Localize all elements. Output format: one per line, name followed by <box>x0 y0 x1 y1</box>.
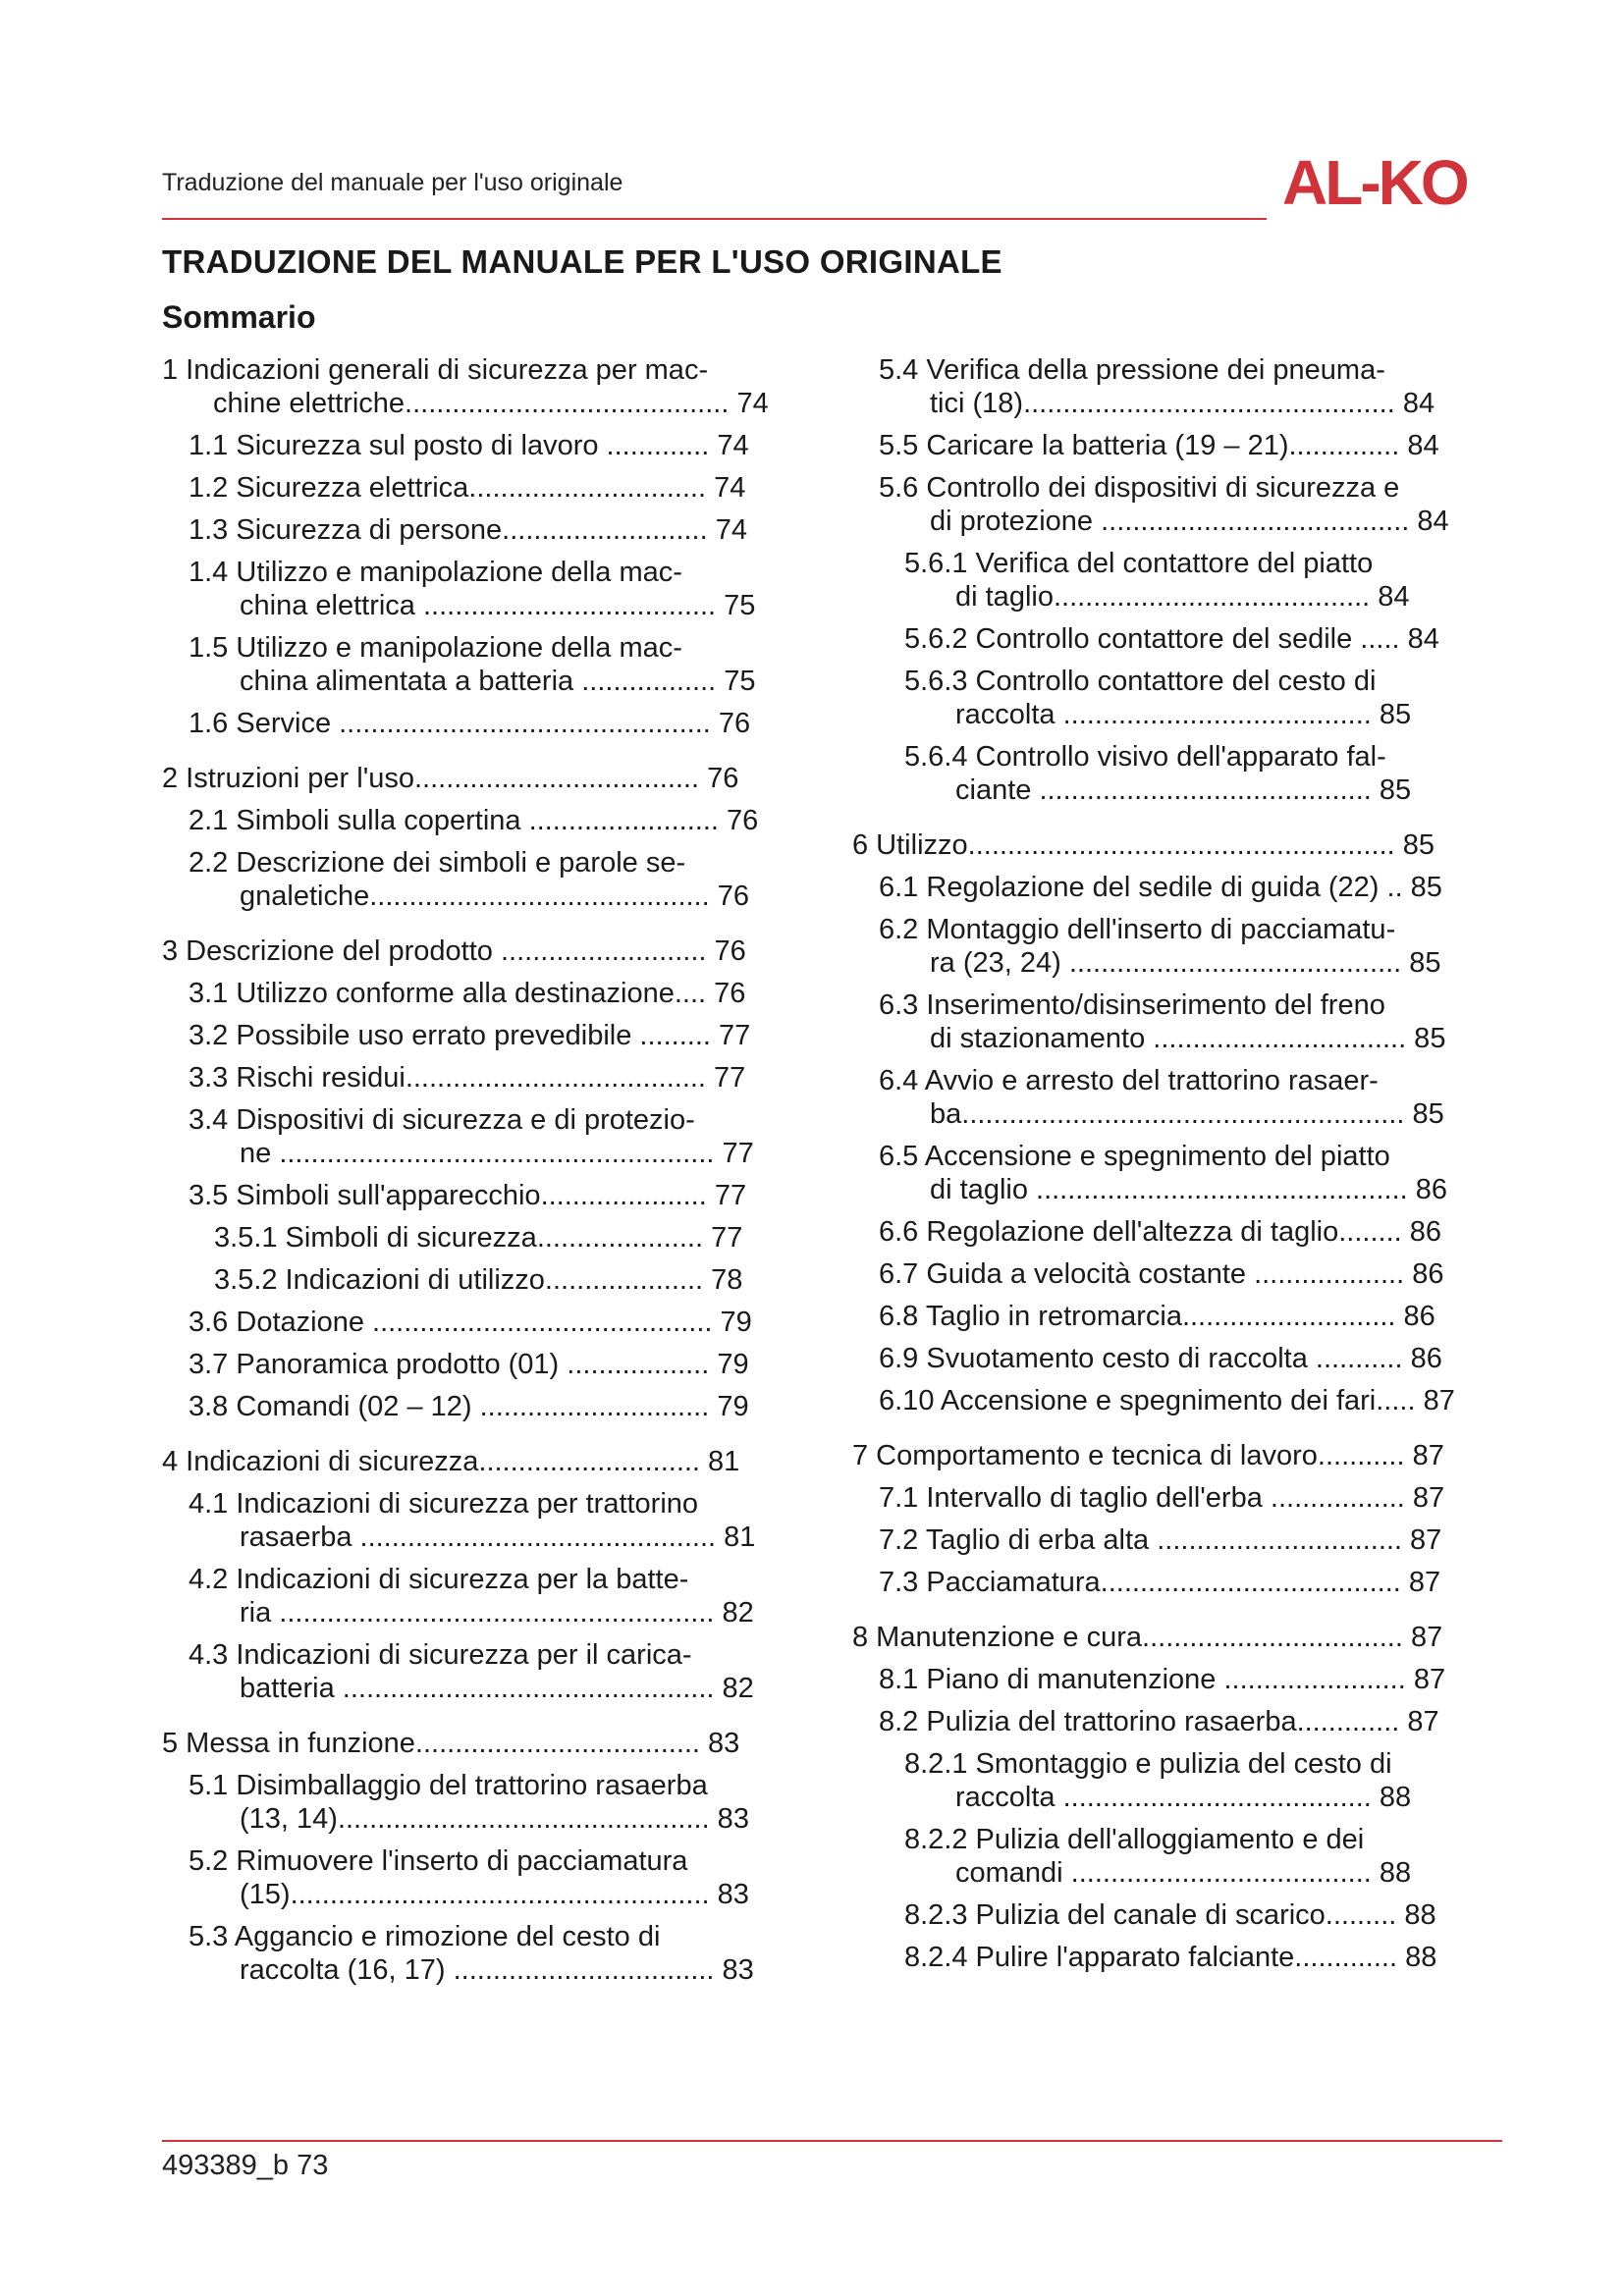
toc-entry-text: 7.2 Taglio di erba alta ............................... 87 <box>879 1524 1442 1556</box>
toc-entry-continuation: (15)..................................................... 83 <box>240 1879 749 1910</box>
toc-entry[interactable] <box>852 429 1500 462</box>
toc-entry-text: 6.1 Regolazione del sedile di guida (22) .. 85 <box>879 872 1442 903</box>
toc-entry[interactable] <box>162 1920 800 1987</box>
toc-entry-text: 3.2 Possibile uso errato prevedibile ......... 77 <box>189 1020 751 1051</box>
toc-entry[interactable] <box>162 1263 800 1297</box>
toc-entry-continuation: (13, 14)............................................... 83 <box>240 1803 749 1835</box>
toc-entry-continuation: batteria ............................................... 82 <box>240 1673 754 1704</box>
toc-entry[interactable] <box>852 988 1500 1055</box>
toc-entry-text: 4.3 Indicazioni di sicurezza per il carica- <box>189 1639 692 1671</box>
toc-entry-text: 8.2.4 Pulire l'apparato falciante............. 88 <box>904 1942 1437 1973</box>
toc-entry[interactable] <box>852 1140 1500 1206</box>
toc-entry[interactable] <box>162 1769 800 1836</box>
toc-entry-continuation: rasaerba ............................................. 81 <box>240 1522 756 1553</box>
toc-entry-text: 3.7 Panoramica prodotto (01) .................. 79 <box>189 1349 749 1380</box>
toc-entry[interactable] <box>162 353 800 420</box>
toc-entry-text: 6.3 Inserimento/disinserimento del freno <box>879 989 1385 1021</box>
toc-entry-text: 5.6.2 Controllo contattore del sedile ..... 84 <box>904 623 1439 655</box>
toc-entry[interactable] <box>852 828 1500 862</box>
toc-entry[interactable] <box>852 665 1500 731</box>
toc-entry-text: 8.1 Piano di manutenzione ....................... 87 <box>879 1664 1446 1695</box>
footer-doc-page: 493389_b 73 <box>162 2150 329 2181</box>
toc-entry[interactable] <box>852 1705 1500 1738</box>
toc-entry[interactable] <box>162 1221 800 1255</box>
toc-entry-text: 7.3 Pacciamatura...................................... 87 <box>879 1567 1441 1598</box>
toc-entry-text: 6.7 Guida a velocità costante ................... 86 <box>879 1258 1444 1290</box>
toc-entry-continuation: china elettrica ..................................... 75 <box>240 590 756 621</box>
toc-entry[interactable] <box>162 1179 800 1212</box>
footer-rule <box>162 2140 1502 2142</box>
logo-text: AL-KO <box>1282 147 1467 216</box>
toc-entry-text: 6.2 Montaggio dell'inserto di pacciamatu- <box>879 914 1396 945</box>
toc-entry[interactable] <box>852 1566 1500 1599</box>
toc-entry[interactable] <box>162 471 800 505</box>
toc-entry-text: 2.1 Simboli sulla copertina ........................ 76 <box>189 805 759 836</box>
toc-entry[interactable] <box>162 707 800 740</box>
toc-entry-text: 3.5 Simboli sull'apparecchio..................... 77 <box>189 1180 747 1211</box>
toc-entry-continuation: ba........................................................ 85 <box>930 1098 1444 1130</box>
toc-entry-text: 1.1 Sicurezza sul posto di lavoro ............. 74 <box>189 430 749 461</box>
toc-entry-text: 5.4 Verifica della pressione dei pneuma- <box>879 354 1385 386</box>
toc-entry[interactable] <box>162 846 800 913</box>
toc-entry[interactable] <box>162 1727 800 1760</box>
toc-entry-continuation: raccolta ....................................... 88 <box>955 1782 1412 1813</box>
toc-entry-text: 3.8 Comandi (02 – 12) ............................. 79 <box>189 1391 749 1422</box>
toc-entry[interactable] <box>852 1621 1500 1654</box>
summary-heading: Sommario <box>162 299 316 335</box>
toc-entry-text: 3.5.1 Simboli di sicurezza..................... 77 <box>214 1222 743 1254</box>
toc-entry[interactable] <box>852 1300 1500 1333</box>
toc-entry-continuation: china alimentata a batteria ................. 75 <box>240 666 756 697</box>
toc-entry-text: 5.3 Aggancio e rimozione del cesto di <box>189 1921 661 1952</box>
toc-entry[interactable] <box>162 1487 800 1554</box>
toc-entry-text: 5.5 Caricare la batteria (19 – 21).............. 84 <box>879 430 1439 461</box>
toc-entry-text: 2 Istruzioni per l'uso.................................... 76 <box>162 763 739 794</box>
toc-entry-text: 6.8 Taglio in retromarcia........................... 86 <box>879 1301 1435 1332</box>
toc-entry[interactable] <box>852 471 1500 538</box>
toc-entry-text: 6.9 Svuotamento cesto di raccolta ........... 86 <box>879 1343 1442 1374</box>
brand-logo <box>1282 147 1500 216</box>
toc-entry[interactable] <box>162 1061 800 1095</box>
toc-entry[interactable] <box>162 1445 800 1478</box>
toc-entry-text: 1 Indicazioni generali di sicurezza per mac- <box>162 354 709 386</box>
toc-entry-text: 5.1 Disimballaggio del trattorino rasaerba <box>189 1770 708 1801</box>
toc-entry-text: 6.4 Avvio e arresto del trattorino rasaer- <box>879 1065 1379 1096</box>
toc-entry[interactable] <box>162 1348 800 1381</box>
toc-entry-text: 5.6 Controllo dei dispositivi di sicurezza e <box>879 472 1400 504</box>
toc-entry[interactable] <box>852 547 1500 614</box>
toc-entry-continuation: comandi ...................................... 88 <box>955 1857 1412 1889</box>
toc-entry-text: 1.3 Sicurezza di persone.......................... 74 <box>189 514 747 546</box>
toc-entry-continuation: tici (18)............................................... 84 <box>930 388 1435 419</box>
toc-entry-text: 4.1 Indicazioni di sicurezza per trattorino <box>189 1488 699 1520</box>
toc-entry[interactable] <box>852 740 1500 807</box>
toc-entry-continuation: di taglio ............................................... 86 <box>930 1174 1448 1205</box>
toc-entry[interactable] <box>162 1638 800 1705</box>
toc-entry[interactable] <box>852 1663 1500 1696</box>
toc-left-column <box>162 353 800 1987</box>
toc-entry-text: 1.2 Sicurezza elettrica.............................. 74 <box>189 472 746 504</box>
toc-entry[interactable] <box>162 804 800 837</box>
toc-entry-text: 5.6.4 Controllo visivo dell'apparato fal- <box>904 741 1386 773</box>
toc-entry-text: 6 Utilizzo...................................................... 85 <box>852 829 1435 861</box>
toc-entry-text: 1.4 Utilizzo e manipolazione della mac- <box>189 557 682 588</box>
toc-entry-text: 3.6 Dotazione ........................................... 79 <box>189 1307 752 1338</box>
toc-entry[interactable] <box>852 1523 1500 1557</box>
toc-entry-continuation: ria ....................................................... 82 <box>240 1597 754 1629</box>
toc-entry-continuation: di stazionamento ................................ 85 <box>930 1023 1446 1054</box>
toc-entry-text: 8.2.3 Pulizia del canale di scarico......... 88 <box>904 1899 1436 1931</box>
toc-entry-continuation: ciante .......................................... 85 <box>955 774 1412 806</box>
toc-entry[interactable] <box>162 1390 800 1423</box>
toc-entry[interactable] <box>162 513 800 547</box>
document-title: TRADUZIONE DEL MANUALE PER L'USO ORIGINALE <box>162 243 1002 280</box>
toc-entry[interactable] <box>852 1481 1500 1515</box>
toc-entry[interactable] <box>852 353 1500 420</box>
toc-entry[interactable] <box>162 1019 800 1052</box>
toc-entry[interactable] <box>852 1941 1500 1974</box>
toc-entry-text: 2.2 Descrizione dei simboli e parole se- <box>189 847 686 879</box>
toc-entry[interactable] <box>162 977 800 1010</box>
toc-entry[interactable] <box>852 1747 1500 1814</box>
toc-entry[interactable] <box>852 1064 1500 1131</box>
header-rule <box>162 218 1267 220</box>
toc-entry-text: 5 Messa in funzione.................................... 83 <box>162 1728 740 1759</box>
toc-entry[interactable] <box>852 1439 1500 1472</box>
toc-entry[interactable] <box>852 1257 1500 1291</box>
toc-entry[interactable] <box>162 762 800 795</box>
toc-entry-continuation: di protezione ....................................... 84 <box>930 506 1449 537</box>
toc-entry[interactable] <box>852 871 1500 904</box>
toc-entry-text: 8.2 Pulizia del trattorino rasaerba............. 87 <box>879 1706 1439 1737</box>
toc-entry[interactable] <box>852 913 1500 980</box>
toc-entry-text: 5.2 Rimuovere l'inserto di pacciamatura <box>189 1845 688 1877</box>
toc-entry-continuation: di taglio........................................ 84 <box>955 581 1410 613</box>
toc-entry-text: 3.1 Utilizzo conforme alla destinazione.... 76 <box>189 978 746 1009</box>
toc-entry[interactable] <box>162 1306 800 1339</box>
toc-entry-text: 6.10 Accensione e spegnimento dei fari..... 87 <box>879 1385 1455 1416</box>
toc-entry-text: 8 Manutenzione e cura................................. 87 <box>852 1622 1443 1653</box>
toc-right-column <box>852 353 1500 1974</box>
toc-entry-text: 4 Indicazioni di sicurezza............................ 81 <box>162 1446 740 1477</box>
toc-entry[interactable] <box>162 429 800 462</box>
toc-entry-text: 7.1 Intervallo di taglio dell'erba ................. 87 <box>879 1482 1445 1514</box>
toc-entry[interactable] <box>852 1898 1500 1932</box>
toc-entry-text: 3 Descrizione del prodotto .......................... 76 <box>162 935 746 967</box>
toc-entry-text: 5.6.3 Controllo contattore del cesto di <box>904 666 1377 697</box>
toc-entry-text: 1.6 Service ............................................... 76 <box>189 708 751 739</box>
toc-entry[interactable] <box>162 1103 800 1170</box>
toc-entry[interactable] <box>162 631 800 698</box>
toc-entry[interactable] <box>162 1563 800 1629</box>
toc-entry-continuation: chine elettriche......................................... 74 <box>213 388 769 419</box>
toc-entry[interactable] <box>162 1844 800 1911</box>
toc-entry-text: 8.2.2 Pulizia dell'alloggiamento e dei <box>904 1824 1365 1855</box>
toc-entry[interactable] <box>852 622 1500 656</box>
toc-entry[interactable] <box>852 1823 1500 1890</box>
toc-entry-continuation: raccolta ....................................... 85 <box>955 699 1412 730</box>
toc-entry-continuation: raccolta (16, 17) ................................. 83 <box>240 1954 754 1986</box>
toc-entry-continuation: ra (23, 24) .......................................... 85 <box>930 947 1441 979</box>
toc-entry[interactable] <box>162 934 800 968</box>
toc-entry-text: 6.5 Accensione e spegnimento del piatto <box>879 1141 1390 1172</box>
toc-entry-text: 6.6 Regolazione dell'altezza di taglio........ 86 <box>879 1216 1442 1248</box>
toc-entry-text: 3.4 Dispositivi di sicurezza e di protezio- <box>189 1104 695 1136</box>
toc-entry[interactable] <box>852 1215 1500 1249</box>
toc-entry-continuation: ne ....................................................... 77 <box>240 1138 754 1169</box>
toc-entry[interactable] <box>162 556 800 622</box>
toc-entry-text: 7 Comportamento e tecnica di lavoro........... 87 <box>852 1440 1444 1471</box>
toc-entry-text: 4.2 Indicazioni di sicurezza per la batte- <box>189 1564 689 1595</box>
toc-entry-text: 5.6.1 Verifica del contattore del piatto <box>904 548 1374 579</box>
toc-entry-text: 8.2.1 Smontaggio e pulizia del cesto di <box>904 1748 1392 1780</box>
toc-entry-text: 1.5 Utilizzo e manipolazione della mac- <box>189 632 682 664</box>
running-header: Traduzione del manuale per l'uso originale <box>162 169 623 196</box>
toc-entry[interactable] <box>852 1342 1500 1375</box>
toc-entry-text: 3.5.2 Indicazioni di utilizzo.................... 78 <box>214 1264 743 1296</box>
toc-entry[interactable] <box>852 1384 1500 1417</box>
toc-entry-text: 3.3 Rischi residui...................................... 77 <box>189 1062 746 1094</box>
toc-entry-continuation: gnaletiche........................................... 76 <box>240 881 749 912</box>
